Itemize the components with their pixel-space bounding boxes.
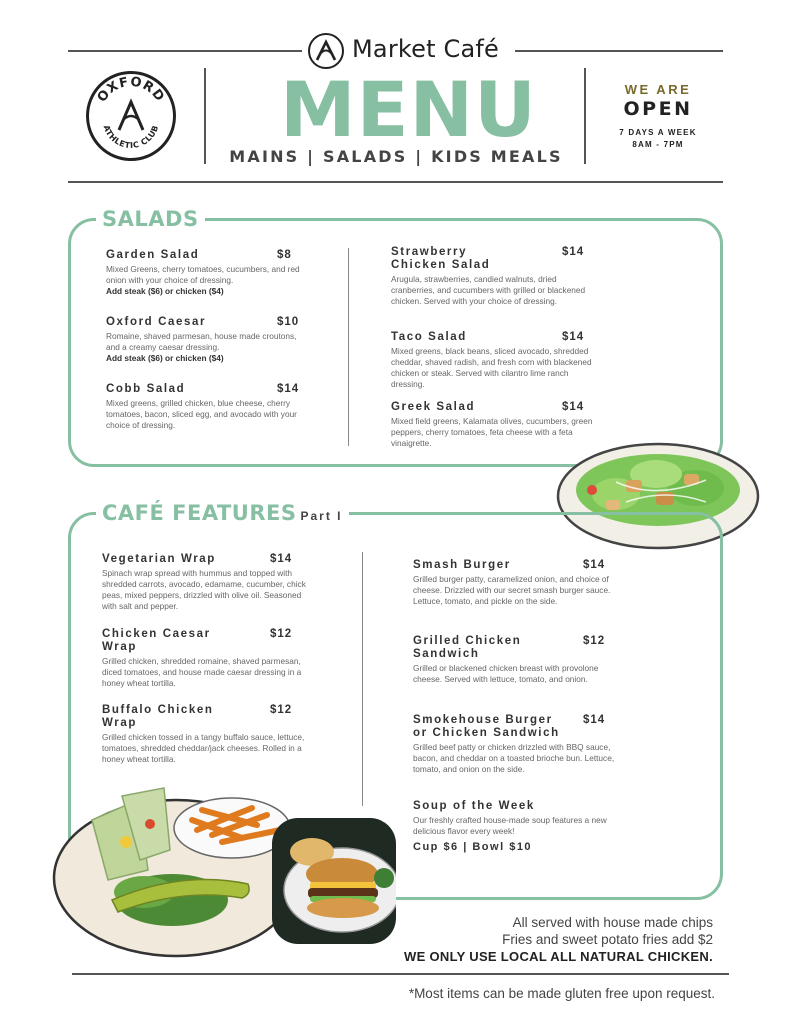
item-price: $12 bbox=[270, 704, 293, 716]
item-desc: Mixed greens, grilled chicken, blue cheese, cherry tomatoes, bacon, sliced egg, and avocado with your choice of dressing. bbox=[106, 398, 297, 430]
header-rule-left bbox=[68, 50, 302, 52]
item-name-line1: Smokehouse Burger bbox=[413, 714, 553, 726]
item-name: Soup of the Week bbox=[413, 800, 535, 812]
gluten-free-note: *Most items can be made gluten free upon request. bbox=[408, 986, 715, 1001]
item-price: $12 bbox=[583, 635, 606, 647]
open-label: WE ARE bbox=[624, 82, 692, 97]
open-days: 7 DAYS A WEEK bbox=[619, 128, 697, 137]
item-name-line1: Strawberry bbox=[391, 246, 468, 258]
menu-item-smokehouse-burger bbox=[413, 714, 625, 775]
club-seal-logo bbox=[86, 71, 176, 161]
menu-item-smash-burger bbox=[413, 559, 625, 607]
footer-fries-note: Fries and sweet potato fries add $2 bbox=[502, 932, 713, 947]
item-desc: Grilled chicken, shredded romaine, shaved parmesan, diced tomatoes, and house made caesar dressing in a honey wheat tortilla. bbox=[102, 656, 302, 688]
item-name-line2: Sandwich bbox=[413, 648, 480, 660]
item-name-line1: Grilled Chicken bbox=[413, 635, 522, 647]
soup-prices: Cup $6 | Bowl $10 bbox=[413, 841, 533, 853]
item-name-line2: or Chicken Sandwich bbox=[413, 727, 560, 739]
item-price: $14 bbox=[583, 559, 606, 571]
item-price: $14 bbox=[562, 401, 585, 413]
item-desc: Grilled beef patty or chicken drizzled with BBQ sauce, bacon, and cheddar on a toasted brioche bun. Lettuce, tomato, and onion on the side. bbox=[413, 742, 615, 774]
menu-item-oxford-caesar bbox=[106, 316, 306, 364]
menu-subtitle: MAINS | SALADS | KIDS MEALS bbox=[229, 147, 563, 166]
item-desc: Grilled burger patty, caramelized onion, and choice of cheese. Drizzled with our secret smash burger sauce. Lettuce, tomato, and pickle on the side. bbox=[413, 574, 611, 606]
item-price: $10 bbox=[277, 316, 300, 328]
item-name: Oxford Caesar bbox=[106, 316, 207, 328]
item-name: Cobb Salad bbox=[106, 383, 186, 395]
item-price: $14 bbox=[583, 714, 606, 726]
menu-item-chicken-caesar-wrap bbox=[102, 628, 317, 689]
salads-column-divider bbox=[348, 248, 349, 446]
features-tag: Part I bbox=[300, 509, 343, 523]
item-name-line2: Wrap bbox=[102, 717, 137, 729]
item-name-line2: Wrap bbox=[102, 641, 137, 653]
menu-title: MENU bbox=[280, 65, 537, 154]
features-column-divider bbox=[362, 552, 363, 806]
salads-title: SALADS bbox=[96, 207, 205, 231]
item-price: $12 bbox=[270, 628, 293, 640]
menu-item-grilled-chicken-sandwich bbox=[413, 635, 625, 685]
open-hours: 8AM - 7PM bbox=[632, 140, 684, 149]
item-desc: Mixed field greens, Kalamata olives, cucumbers, green peppers, cherry tomatoes, feta cheese with a feta vinaigrette. bbox=[391, 416, 593, 448]
item-name-line1: Chicken Caesar bbox=[102, 628, 211, 640]
features-title-text: CAFÉ FEATURES bbox=[102, 501, 297, 525]
footer-chicken-note: WE ONLY USE LOCAL ALL NATURAL CHICKEN. bbox=[404, 949, 713, 964]
item-desc: Grilled chicken tossed in a tangy buffalo sauce, lettuce, tomatoes, shredded cheddar/jack cheeses. Rolled in a honey wheat tortilla. bbox=[102, 732, 305, 764]
footer-rule bbox=[72, 973, 729, 975]
item-name: Taco Salad bbox=[391, 331, 467, 343]
menu-item-cobb-salad bbox=[106, 383, 306, 431]
footer-chips-note: All served with house made chips bbox=[512, 915, 713, 930]
item-price: $14 bbox=[270, 553, 293, 565]
cafe-name: Market Café bbox=[352, 35, 500, 63]
menu-item-taco-salad bbox=[391, 331, 601, 390]
menu-item-strawberry-chicken-salad bbox=[391, 246, 601, 307]
market-cafe-logo-icon bbox=[308, 33, 344, 69]
wrap-plate-image bbox=[52, 780, 302, 962]
item-desc: Grilled or blackened chicken breast with provolone cheese. Served with lettuce, tomato, and onion. bbox=[413, 663, 599, 684]
item-price: $8 bbox=[277, 249, 292, 261]
menu-item-buffalo-chicken-wrap bbox=[102, 704, 317, 765]
item-addon: Add steak ($6) or chicken ($4) bbox=[106, 286, 224, 296]
item-name: Smash Burger bbox=[413, 559, 511, 571]
item-desc: Our freshly crafted house-made soup features a new delicious flavor every week! bbox=[413, 815, 607, 836]
header-divider-right bbox=[584, 68, 586, 164]
item-price: $14 bbox=[562, 331, 585, 343]
item-desc: Spinach wrap spread with hummus and topped with shredded carrots, avocado, edamame, cucumber, chick peas, mixed peppers, drizzled with olive oil. Seasoned with salt and pepper. bbox=[102, 568, 306, 611]
header-rule-right bbox=[515, 50, 723, 52]
item-addon: Add steak ($6) or chicken ($4) bbox=[106, 353, 224, 363]
item-name-line1: Buffalo Chicken bbox=[102, 704, 214, 716]
menu-item-vegetarian-wrap bbox=[102, 553, 317, 612]
item-name-line2: Chicken Salad bbox=[391, 259, 491, 271]
item-name: Vegetarian Wrap bbox=[102, 553, 216, 565]
item-price: $14 bbox=[562, 246, 585, 258]
menu-item-garden-salad bbox=[106, 249, 306, 297]
item-name: Garden Salad bbox=[106, 249, 200, 261]
club-name-top: OXFORD bbox=[94, 74, 168, 106]
item-desc: Arugula, strawberries, candied walnuts, dried cranberries, and cucumbers with grilled or blackened chicken. Served with your choice of dressing. bbox=[391, 274, 586, 306]
item-desc: Mixed Greens, cherry tomatoes, cucumbers, and red onion with your choice of dressing. bbox=[106, 264, 300, 285]
item-name: Greek Salad bbox=[391, 401, 476, 413]
svg-text:ATHLETIC CLUB bbox=[102, 124, 161, 150]
menu-item-soup-of-the-week bbox=[413, 800, 625, 853]
item-desc: Romaine, shaved parmesan, house made croutons, and a creamy caesar dressing. bbox=[106, 331, 297, 352]
item-price: $14 bbox=[277, 383, 300, 395]
open-status: OPEN bbox=[623, 98, 693, 120]
header-divider-left bbox=[204, 68, 206, 164]
features-title bbox=[96, 501, 349, 528]
club-name-bottom: ATHLETIC CLUB bbox=[101, 123, 161, 151]
header-rule-bottom bbox=[68, 181, 723, 183]
burger-plate-image bbox=[272, 818, 396, 944]
item-desc: Mixed greens, black beans, sliced avocado, shredded cheddar, shaved radish, and fresh corn with blackened chicken or steak. Served with cilantro lime ranch dressing. bbox=[391, 346, 592, 389]
